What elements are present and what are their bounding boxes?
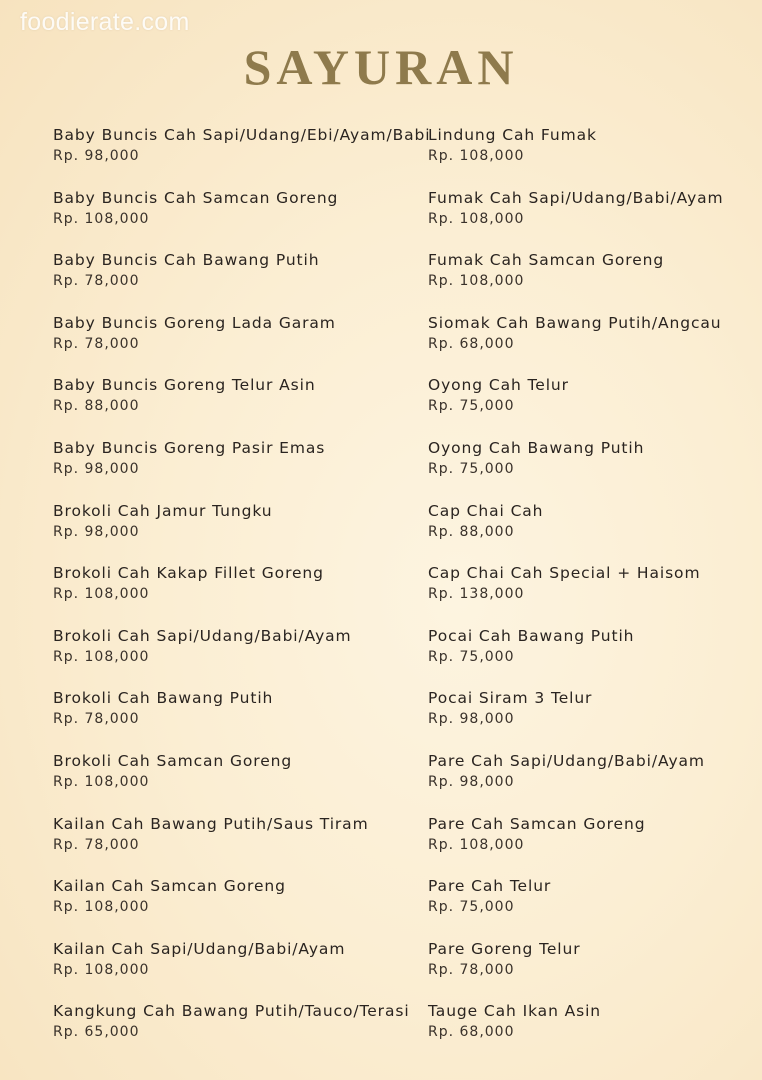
menu-column-right — [428, 126, 762, 1065]
menu-item-name: Siomak Cah Bawang Putih/Angcau — [428, 313, 722, 332]
menu-item — [428, 439, 762, 502]
menu-item — [53, 689, 393, 752]
menu-item-price: Rp. 65,000 — [53, 1024, 140, 1041]
menu-item-name: Kailan Cah Bawang Putih/Saus Tiram — [53, 814, 369, 833]
menu-item-price: Rp. 108,000 — [428, 273, 525, 290]
menu-item — [53, 189, 393, 252]
menu-item-price: Rp. 108,000 — [53, 210, 150, 227]
menu-item-price: Rp. 98,000 — [53, 523, 140, 540]
menu-item-price: Rp. 108,000 — [428, 836, 525, 853]
menu-item-name: Baby Buncis Goreng Pasir Emas — [53, 438, 326, 457]
menu-item-price: Rp. 78,000 — [428, 961, 515, 978]
menu-item — [53, 877, 393, 940]
menu-item-price: Rp. 108,000 — [53, 586, 150, 603]
menu-item-name: Baby Buncis Cah Samcan Goreng — [53, 188, 339, 207]
menu-item-name: Baby Buncis Goreng Lada Garam — [53, 313, 336, 332]
menu-item — [53, 376, 393, 439]
menu-item — [428, 376, 762, 439]
menu-item-price: Rp. 88,000 — [53, 398, 140, 415]
menu-item-name: Fumak Cah Samcan Goreng — [428, 251, 665, 270]
menu-item — [53, 627, 393, 690]
menu-item — [53, 940, 393, 1003]
menu-item — [428, 314, 762, 377]
menu-item — [428, 126, 762, 189]
menu-item-name: Lindung Cah Fumak — [428, 126, 597, 144]
menu-column-left — [53, 126, 431, 1065]
menu-item — [428, 752, 762, 815]
menu-item — [53, 752, 393, 815]
menu-item — [53, 314, 393, 377]
menu-item — [428, 689, 762, 752]
menu-item — [53, 502, 393, 565]
menu-item-name: Brokoli Cah Jamur Tungku — [53, 501, 273, 520]
menu-item-price: Rp. 108,000 — [428, 148, 525, 164]
menu-item-price: Rp. 78,000 — [53, 836, 140, 853]
menu-item — [428, 564, 762, 627]
menu-item-price: Rp. 78,000 — [53, 711, 140, 728]
menu-item — [53, 815, 393, 878]
menu-item-name: Brokoli Cah Kakap Fillet Goreng — [53, 564, 324, 583]
menu-item-price: Rp. 75,000 — [428, 398, 515, 415]
page-title: SAYURAN — [243, 39, 519, 95]
menu-item — [53, 564, 393, 627]
menu-item-name: Brokoli Cah Sapi/Udang/Babi/Ayam — [53, 626, 352, 645]
menu-item-name: Brokoli Cah Bawang Putih — [53, 689, 274, 708]
menu-item-price: Rp. 98,000 — [53, 460, 140, 477]
menu-item — [428, 502, 762, 565]
menu-item-price: Rp. 75,000 — [428, 899, 515, 916]
menu-item — [53, 251, 393, 314]
menu-item-price: Rp. 75,000 — [428, 460, 515, 477]
menu-item-name: Pocai Siram 3 Telur — [428, 689, 593, 708]
menu-item-price: Rp. 108,000 — [53, 773, 150, 790]
menu-item-name: Kangkung Cah Bawang Putih/Tauco/Terasi — [53, 1002, 410, 1021]
menu-item-price: Rp. 108,000 — [428, 210, 525, 227]
menu-item-price: Rp. 108,000 — [53, 961, 150, 978]
menu-item — [53, 126, 431, 189]
menu-item-price: Rp. 78,000 — [53, 335, 140, 352]
menu-item-price: Rp. 78,000 — [53, 273, 140, 290]
menu-item — [428, 940, 762, 1003]
menu-item-name: Pare Cah Telur — [428, 877, 552, 896]
menu-item — [428, 189, 762, 252]
menu-item-name: Baby Buncis Cah Sapi/Udang/Ebi/Ayam/Babi — [53, 126, 431, 144]
menu-item-name: Pare Goreng Telur — [428, 939, 581, 958]
menu-item — [428, 877, 762, 940]
menu-item-name: Oyong Cah Bawang Putih — [428, 438, 645, 457]
menu-item — [428, 1002, 762, 1065]
menu-item-price: Rp. 98,000 — [428, 711, 515, 728]
menu-item-name: Baby Buncis Cah Bawang Putih — [53, 251, 320, 270]
menu-item-name: Tauge Cah Ikan Asin — [428, 1002, 602, 1021]
menu-item — [428, 627, 762, 690]
menu-item-name: Pare Cah Sapi/Udang/Babi/Ayam — [428, 751, 705, 770]
menu-item — [428, 815, 762, 878]
menu-item-name: Cap Chai Cah Special + Haisom — [428, 564, 701, 583]
menu-item-price: Rp. 68,000 — [428, 1024, 515, 1041]
menu-item-name: Oyong Cah Telur — [428, 376, 569, 395]
menu-item-name: Brokoli Cah Samcan Goreng — [53, 751, 293, 770]
menu-item-price: Rp. 88,000 — [428, 523, 515, 540]
menu-item-price: Rp. 98,000 — [53, 148, 140, 164]
menu-item-price: Rp. 108,000 — [53, 899, 150, 916]
menu-item-price: Rp. 75,000 — [428, 648, 515, 665]
menu-item-name: Pocai Cah Bawang Putih — [428, 626, 635, 645]
menu-item — [428, 251, 762, 314]
menu-item-price: Rp. 108,000 — [53, 648, 150, 665]
menu-item-name: Fumak Cah Sapi/Udang/Babi/Ayam — [428, 188, 724, 207]
watermark: foodierate.com — [20, 8, 190, 36]
menu-item-name: Kailan Cah Sapi/Udang/Babi/Ayam — [53, 939, 346, 958]
menu-item-price: Rp. 68,000 — [428, 335, 515, 352]
menu-item-name: Kailan Cah Samcan Goreng — [53, 877, 286, 896]
menu-item-name: Baby Buncis Goreng Telur Asin — [53, 376, 316, 395]
menu-item — [53, 1002, 410, 1065]
menu-item-price: Rp. 138,000 — [428, 586, 525, 603]
menu-item — [53, 439, 393, 502]
menu-item-name: Cap Chai Cah — [428, 501, 544, 520]
menu-item-price: Rp. 98,000 — [428, 773, 515, 790]
menu-item-name: Pare Cah Samcan Goreng — [428, 814, 646, 833]
